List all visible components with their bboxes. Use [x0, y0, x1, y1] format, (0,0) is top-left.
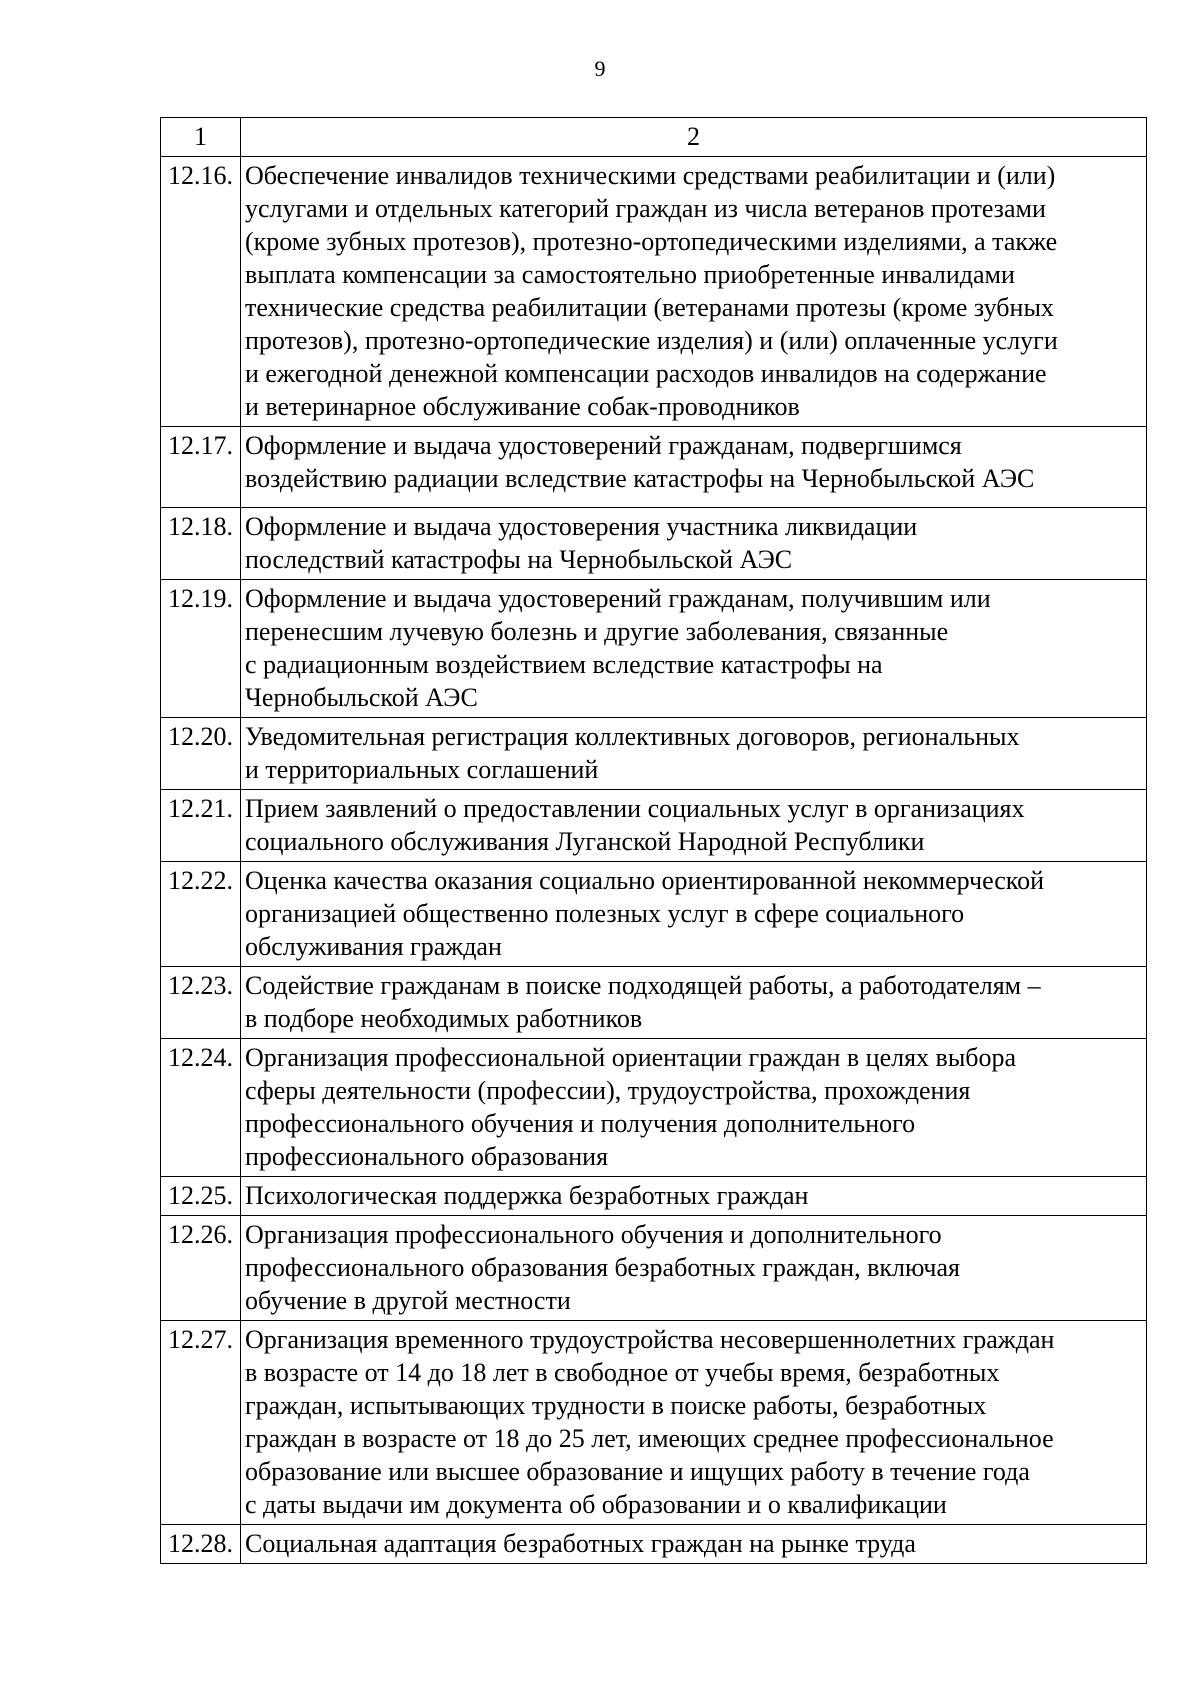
description-line: перенесшим лучевую болезнь и другие заболевания, связанные: [245, 617, 949, 646]
description-line: Содействие гражданам в поиске подходящей работы, а работодателям –: [245, 971, 1041, 1000]
description-line: Прием заявлений о предоставлении социальных услуг в организациях: [245, 794, 1025, 823]
row-description: [241, 1177, 1147, 1216]
row-description: [241, 1216, 1147, 1321]
description-line: Социальная адаптация безработных граждан на рынке труда: [245, 1529, 916, 1558]
row-number: 12.17.: [161, 427, 241, 508]
description-line: Чернобыльской АЭС: [245, 683, 478, 712]
table-row: [161, 1525, 1147, 1564]
row-number: 12.24.: [161, 1039, 241, 1177]
row-number: 12.19.: [161, 580, 241, 718]
page-number: 9: [594, 56, 606, 81]
row-description: [241, 157, 1147, 427]
row-number: 12.23.: [161, 967, 241, 1039]
description-line: Организация профессиональной ориентации граждан в целях выбора: [245, 1043, 1017, 1072]
table-row: [161, 1039, 1147, 1177]
description-line: технические средства реабилитации (ветеранами протезы (кроме зубных: [245, 293, 1054, 322]
table-row: [161, 1321, 1147, 1525]
description-line: профессионального образования: [245, 1142, 609, 1171]
table-row: [161, 427, 1147, 508]
table-header-row: [161, 118, 1147, 157]
row-description: [241, 862, 1147, 967]
description-line: организацией общественно полезных услуг в сфере социального: [245, 899, 965, 928]
row-number: 12.22.: [161, 862, 241, 967]
description-line: с даты выдачи им документа об образовании и о квалификации: [245, 1490, 947, 1519]
row-description: [241, 1525, 1147, 1564]
description-line: (кроме зубных протезов), протезно-ортопедическими изделиями, а также: [245, 227, 1058, 256]
description-line: воздействию радиации вследствие катастрофы на Чернобыльской АЭС: [245, 464, 1035, 493]
description-line: обслуживания граждан: [245, 932, 502, 961]
row-description: [241, 427, 1147, 508]
table-row: [161, 508, 1147, 580]
description-line: граждан в возрасте от 18 до 25 лет, имеющих среднее профессиональное: [245, 1424, 1054, 1453]
description-line: последствий катастрофы на Чернобыльской АЭС: [245, 545, 793, 574]
table-row: [161, 157, 1147, 427]
description-line: Обеспечение инвалидов техническими средствами реабилитации и (или): [245, 161, 1056, 190]
row-number: 12.16.: [161, 157, 241, 427]
description-line: профессионального образования безработных граждан, включая: [245, 1253, 960, 1282]
description-line: Оформление и выдача удостоверений гражданам, подвергшимся: [245, 431, 962, 460]
description-line: и ветеринарное обслуживание собак-проводников: [245, 392, 800, 421]
description-line: и ежегодной денежной компенсации расходов инвалидов на содержание: [245, 359, 1047, 388]
row-description: [241, 508, 1147, 580]
row-number: 12.25.: [161, 1177, 241, 1216]
row-description: [241, 1039, 1147, 1177]
description-line: с радиационным воздействием вследствие катастрофы на: [245, 650, 883, 679]
row-description: [241, 790, 1147, 862]
row-number: 12.26.: [161, 1216, 241, 1321]
description-line: выплата компенсации за самостоятельно приобретенные инвалидами: [245, 260, 1015, 289]
table-row: [161, 790, 1147, 862]
services-table: [160, 117, 1147, 1564]
row-number: 12.28.: [161, 1525, 241, 1564]
table-row: [161, 967, 1147, 1039]
table-body: [161, 157, 1147, 1564]
description-line: Оформление и выдача удостоверения участника ликвидации: [245, 512, 918, 541]
column-header-number: 1: [161, 118, 241, 157]
table-row: [161, 718, 1147, 790]
description-line: Оценка качества оказания социально ориентированной некоммерческой: [245, 866, 1045, 895]
description-line: Организация профессионального обучения и дополнительного: [245, 1220, 942, 1249]
description-line: и территориальных соглашений: [245, 755, 599, 784]
description-line: Организация временного трудоустройства несовершеннолетних граждан: [245, 1325, 1055, 1354]
description-line: в подборе необходимых работников: [245, 1004, 643, 1033]
row-description: [241, 580, 1147, 718]
row-number: 12.21.: [161, 790, 241, 862]
row-description: [241, 718, 1147, 790]
row-description: [241, 967, 1147, 1039]
description-line: граждан, испытывающих трудности в поиске работы, безработных: [245, 1391, 987, 1420]
table-row: [161, 580, 1147, 718]
description-line: обучение в другой местности: [245, 1286, 571, 1315]
description-line: образование или высшее образование и ищущих работу в течение года: [245, 1457, 1030, 1486]
description-line: профессионального обучения и получения дополнительного: [245, 1109, 916, 1138]
column-header-name: 2: [241, 118, 1147, 157]
description-line: Оформление и выдача удостоверений гражданам, получившим или: [245, 584, 991, 613]
table-row: [161, 1177, 1147, 1216]
description-line: в возрасте от 14 до 18 лет в свободное от учебы время, безработных: [245, 1358, 1000, 1387]
table-row: [161, 1216, 1147, 1321]
row-number: 12.18.: [161, 508, 241, 580]
row-number: 12.27.: [161, 1321, 241, 1525]
table-row: [161, 862, 1147, 967]
description-line: социального обслуживания Луганской Народной Республики: [245, 827, 925, 856]
row-description: [241, 1321, 1147, 1525]
description-line: протезов), протезно-ортопедические изделия) и (или) оплаченные услуги: [245, 326, 1058, 355]
row-number: 12.20.: [161, 718, 241, 790]
description-line: Психологическая поддержка безработных граждан: [245, 1181, 809, 1210]
description-line: услугами и отдельных категорий граждан из числа ветеранов протезами: [245, 194, 1046, 223]
description-line: сферы деятельности (профессии), трудоустройства, прохождения: [245, 1076, 971, 1105]
description-line: Уведомительная регистрация коллективных договоров, региональных: [245, 722, 1020, 751]
